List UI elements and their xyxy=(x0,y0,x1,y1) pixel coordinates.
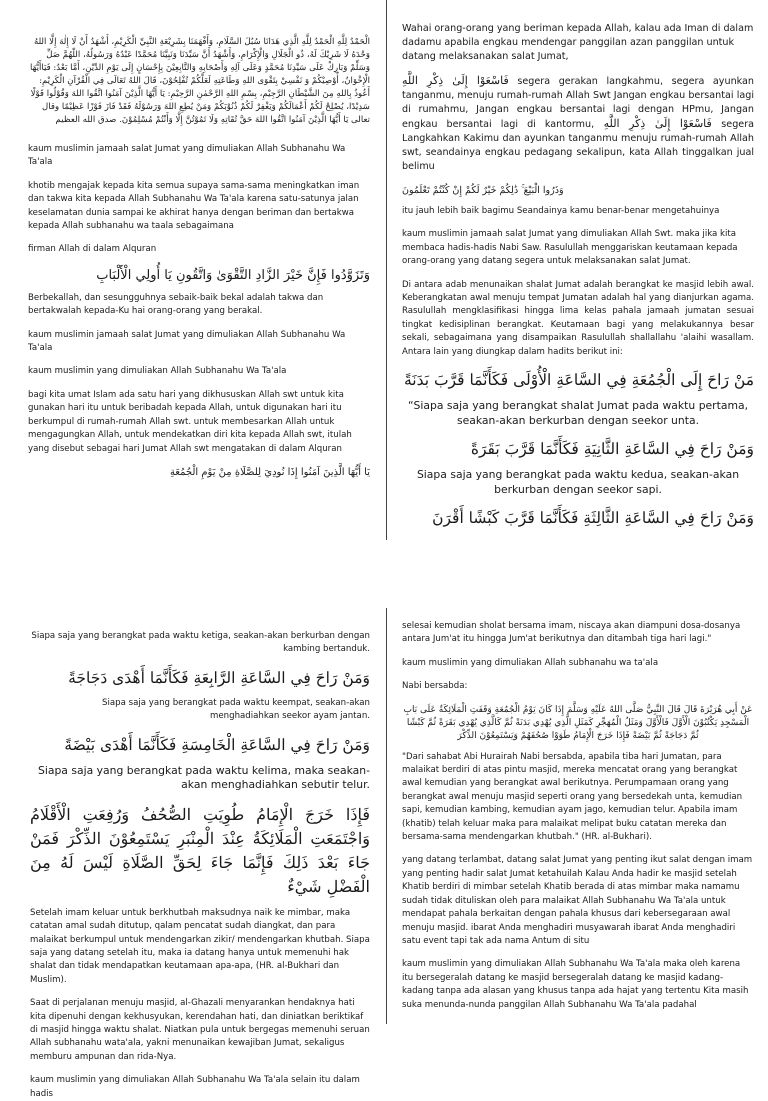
paragraph-hasten-mosque: kaum muslimin yang dimuliakan Allah Subhanahu Wa Ta'ala maka oleh karena itu bersegeralah datang ke masjid bersegeralah datang ke masjid kadang-kadang tanpa ada alasan yang khusus tanpa ada hajat yang tertentu Kita masih suka menunda-nunda panggilan Allah Subhanahu Wa Ta'ala padahal xyxy=(402,959,749,1010)
paragraph-firman-intro: firman Allah di dalam Alquran xyxy=(28,244,157,255)
page-top-left xyxy=(0,0,384,540)
hadith-third-hour-arabic: وَمَنْ رَاحَ فِي السَّاعَةِ الثَّالِثَةِ فَكَأَنَّمَا قَرَّبَ كَبْشًا أَقْرَنَ xyxy=(432,509,754,528)
hadith-fifth-hour-arabic: وَمَنْ رَاحَ فِي السَّاعَةِ الْخَامِسَةِ فَكَأَنَّمَا أَهْدَى بَيْضَةً xyxy=(64,735,370,754)
hadith-fifth-hour-translation: Siapa saja yang berangkat pada waktu kelima, maka seakan-akan menghadiahkan sebutir telur. xyxy=(37,763,370,792)
khutbah-opening-arabic: الْحَمْدُ لِلَّهِ الْحَمْدُ لِلَّهِ الَّذِي هَدَانَا سُبُلَ السَّلَامِ، وَأَفْهَمَنَا بِشَرِيْعَةِ النَّبِيِّ الْكَرِيْمِ، أَشْهَدُ أَنْ لَا إِلٰهَ إِلَّا اللهُ وَحْدَهُ لَا شَرِيْكَ لَهُ، ذُو الْجَلَالِ وَالْإِكْرَامِ، وَأَشْهَدُ أَنَّ سَيِّدَنَا وَنَبِيَّنَا مُحَمَّدًا عَبْدُهُ وَرَسُولُهُ، اللّٰهُمَّ صَلِّ وَسَلِّمْ وَبَارِكْ عَلَى سَيِّدِنَا مُحَمَّدٍ وَعَلَى آلِهِ وَأَصْحَابِهِ وَالتَّابِعِيْنَ بِإِحْسَانٍ إِلَى يَوْمِ الدِّيْنِ، أَمَّا بَعْدُ: فَيَاأَيُّهَا الْإِخْوَانُ، أُوْصِيْكُمْ وَ نَفْسِيْ بِتَقْوَى اللهِ وَطَاعَتِهِ لَعَلَّكُمْ تُفْلِحُوْنَ، قَالَ اللهُ تَعَالَى فِي الْقُرْآنِ الْكَرِيْمِ: أَعُوذُ بِاللهِ مِنَ الشَّيْطَانِ الرَّجِيْمِ، بِسْمِ اللهِ الرَّحْمٰنِ الرَّحِيْمِ: يَا أَيُّهَا الَّذِيْنَ آمَنُوا اتَّقُوا اللهَ وَقُوْلُوا قَوْلًا سَدِيْدًا، يُصْلِحْ لَكُمْ أَعْمَالَكُمْ وَيَغْفِرْ لَكُمْ ذُنُوْبَكُمْ وَمَنْ يُطِعِ اللهَ وَرَسُوْلَهُ فَقَدْ فَازَ فَوْزًا عَظِيْمًا وقال تعالى يَا أَيُّهَا الَّذِيْنَ آمَنُوا اتَّقُوا اللهَ حَقَّ تُقَاتِهِ وَلَا تَمُوْتُنَّ إِلَّا وَأَنْتُمْ مُسْلِمُوْنَ. صدق الله العظيم xyxy=(30,37,370,125)
paragraph-greeting-4: kaum muslimin yang dimuliakan Allah subhanahu wa ta'ala xyxy=(402,657,659,668)
paragraph-ghazali: Saat di perjalanan menuju masjid, al-Ghazali menyarankan hendaknya hati kita dipenuhi dengan kekhusyukan, kerendahan hati, dan diniatkan beriktikaf di masjid hingga waktu shalat. Niatkan pula untuk bergegas memenuhi seruan Allah subhanahu wata'ala, yakni menunaikan kewajiban Jumat, sekaligus memburu ampunan dan rida-Nya. xyxy=(30,998,370,1062)
hadith-abu-hurairah-arabic: عَنْ أَبِي هُرَيْرَةَ قَالَ قَالَ النَّبِيُّ صَلَّى اللهُ عَلَيْهِ وَسَلَّمَ إِذَا كَانَ يَوْمُ الْجُمُعَةِ وَقَفَتِ الْمَلَائِكَةُ عَلَى بَابِ الْمَسْجِدِ يَكْتُبُوْنَ الْأَوَّلَ فَالْأَوَّلَ وَمَثَلُ الْمُهَجِّرِ كَمَثَلِ الَّذِي يُهْدِي بَدَنَةً ثُمَّ كَالَّذِي يُهْدِي بَقَرَةً ثُمَّ كَبْشًا ثُمَّ دَجَاجَةً ثُمَّ بَيْضَةً فَإِذَا خَرَجَ الْإِمَامُ طَوَوْا صُحُفَهُمْ وَيَسْتَمِعُوْنَ الذِّكْرَ xyxy=(403,704,753,741)
paragraph-continued: kaum muslimin yang dimuliakan Allah Subhanahu Wa Ta'ala selain itu dalam hadis xyxy=(30,1075,360,1099)
hadith-second-hour-translation: Siapa saja yang berangkat pada waktu kedua, seakan-akan berkurban dengan seekor sapi. xyxy=(416,468,740,496)
arabic-inline-fasau-2: فَاسْعَوْا إِلَىٰ ذِكْرِ اللَّهِ xyxy=(594,117,722,130)
paragraph-hadith-translation: "Dari sahabat Abi Hurairah Nabi bersabda, apabila tiba hari Jumatan, para malaikat berdiri di atas pintu masjid, mereka mencatat orang yang berangkat awal kemudian yang berangkat awal berikutnya. Perumpamaan orang yang berangkat awal menuju masjid seperti orang yang bersedekah unta, kemudian sapi, kemudian kambing, kemudian ayam jago, kemudian telur. Apabila imam (khatib) telah keluar maka para malaikat melipat buku catatan mereka dan bersama-sama mendengarkan khutbah." (HR. al-Bukhari). xyxy=(402,751,743,843)
paragraph-hadith-intro: kaum muslimin jamaah salat Jumat yang dimuliakan Allah Swt. maka jika kita membaca hadis-hadis Nabi Saw. Rasulullah menggariskan keutamaan kepada orang-orang yang datang segera untuk melaksanakan salat Jumat. xyxy=(402,229,738,267)
paragraph-adab-jumat: Di antara adab menunaikan shalat Jumat adalah berangkat ke masjid lebih awal. Keberangkatan awal menuju tempat Jumatan adalah hal yang dianjurkan agama. Rasulullah mengklasifikasi hingga lima kelas pahala jamaah jumatan sesuai tingkat kedisiplinan berangkat. Keutamaan bagi yang melakukannya besar sekali, sebagaimana yang disampaikan Rasulullah shallallahu 'alaihi wasallam. Antara lain yang diungkap dalam hadits berikut ini: xyxy=(402,279,754,357)
paragraph-latecomers: yang datang terlambat, datang salat Jumat yang penting ikut salat dengan imam yang penting hadir salat Jumat ketahuilah Kalau Anda hadir ke masjid setelah Khatib berdiri di mimbar setelah Khatib berada di atas mimbar maka namamu sudah tidak dituliskan oleh para malaikat Allah Subhanahu Wa Ta'ala untuk mendapat pahala berkaitan dengan pahala khusus dari kebersegaraan awal menuju masjid. ibarat Anda menghadiri musyawarah ibarat Anda menghadiri satu event tapi tak ada nama Antum di situ xyxy=(402,855,753,946)
arabic-ayah-taqwa: وَتَزَوَّدُوا فَإِنَّ خَيْرَ الزَّادِ التَّقْوَىٰ وَاتَّقُونِ يَا أُولِي الْأَلْبَابِ xyxy=(96,267,370,283)
paragraph-friday-special: bagi kita umat Islam ada satu hari yang dikhususkan Allah swt untuk kita gunakan hari itu untuk beribadah kepada Allah, untuk digunakan hari itu berkumpul di rumah-rumah Allah swt. untuk membesarkan Allah untuk mengagungkan Allah, untuk mendekatkan diri kita kepada Allah swt, itulah yang disebut sebagai hari Jumat Allah swt mengatakan di dalam Alquran xyxy=(28,389,352,454)
page-bottom-right xyxy=(384,608,768,1024)
arabic-ayah-jumuah: يَا أَيُّهَا الَّذِينَ آمَنُوا إِذَا نُودِيَ لِلصَّلَاةِ مِنْ يَوْمِ الْجُمُعَةِ xyxy=(169,466,370,478)
paragraph-hasten xyxy=(402,74,754,174)
paragraph-imam-exit: Setelah imam keluar untuk berkhutbah maksudnya naik ke mimbar, maka catatan amal sudah ditutup, qalam pencatat sudah diangkat, dan para malaikat berkumpul untuk mendengarkan zikir/ mendengarkan khutbah. Siapa saja yang datang setelah itu, maka ia datang hanya untuk memenuhi hak shalat dan tidak mendapatkan keutamaan apa-apa, (HR. al-Bukhari dan Muslim). xyxy=(30,907,370,985)
paragraph-nabi-bersabda: Nabi bersabda: xyxy=(402,681,468,692)
paragraph-forgiveness: selesai kemudian sholat bersama imam, niscaya akan diampuni dosa-dosanya antara Jum'at itu hingga Jum'at berikutnya dan ditambah tiga hari lagi." xyxy=(402,621,741,645)
hadith-first-hour-arabic: مَنْ رَاحَ إِلَى الْجُمُعَةِ فِي السَّاعَةِ الْأُوْلَى فَكَأَنَّمَا قَرَّبَ بَدَنَةً xyxy=(403,371,754,390)
page-bottom-left xyxy=(0,608,384,1099)
hadith-imam-exit-arabic: فَإِذَا خَرَجَ الْإِمَامُ طُوِيَتِ الصُّحُفُ وَرُفِعَتِ الْأَقْلَامُ وَاجْتَمَعَتِ الْمَلَائِكَةُ عِنْدَ الْمِنْبَرِ يَسْتَمِعُوْنَ الذِّكْرَ فَمَنْ جَاءَ بَعْدَ ذَلِكَ فَإِنَّمَا جَاءَ لِحَقِّ الصَّلَاةِ لَيْسَ لَهُ مِنَ الْفَضْلِ شَيْءٌ xyxy=(30,804,370,896)
arabic-inline-fasau: فَاسْعَوْا إِلَىٰ ذِكْرِ اللَّهِ xyxy=(402,74,509,87)
paragraph-better-for-you: itu jauh lebih baik bagimu Seandainya kamu benar-benar mengetahuinya xyxy=(402,206,720,216)
paragraph-hasten-text: segera gerakan langkahmu, segera ayunkan tanganmu, menuju rumah-rumah Allah Swt Jangan engkau bersantai lagi di rumahmu, Jangan engkau bersantai lagi dengan HPmu, Jangan engkau bersantai lagi di kantormu, xyxy=(402,76,754,130)
paragraph-invitation: khotib mengajak kepada kita semua supaya sama-sama meningkatkan iman dan takwa kita kepada Allah Subhanahu Wa Ta'ala karena satu-satunya jalan keselamatan dunia sampai ke akhirat hanya dengan beriman dan bertakwa kepada Allah subhanahu wa taala sebagaimana xyxy=(28,180,360,232)
hadith-third-hour-translation: Siapa saja yang berangkat pada waktu ketiga, seakan-akan berkurban dengan kambing bertanduk. xyxy=(31,631,370,655)
hadith-fourth-hour-arabic: وَمَنْ رَاحَ فِي السَّاعَةِ الرَّابِعَةِ فَكَأَنَّمَا أَهْدَى دَجَاجَةً xyxy=(68,668,370,687)
paragraph-ayah-translation: Berbekallah, dan sesungguhnya sebaik-baik bekal adalah takwa dan bertakwalah kepada-Ku hai orang-orang yang berakal. xyxy=(28,292,324,317)
arabic-ayah-leave-trade: وَذَرُوا الْبَيْعَ ۚ ذَٰلِكُمْ خَيْرٌ لَكُمْ إِنْ كُنْتُمْ تَعْلَمُونَ xyxy=(402,185,564,196)
page-top-right xyxy=(384,0,768,540)
hadith-second-hour-arabic: وَمَنْ رَاحَ فِي السَّاعَةِ الثَّانِيَةِ فَكَأَنَّمَا قَرَّبَ بَقَرَةً xyxy=(470,440,754,459)
paragraph-call-believers: Wahai orang-orang yang beriman kepada Allah, kalau ada Iman di dalam dadamu apabila engkau mendengar panggilan azan panggilan untuk datang melaksanakan salat Jumat, xyxy=(402,23,754,62)
paragraph-greeting-3: kaum muslimin yang dimuliakan Allah Subhanahu Wa Ta'ala xyxy=(28,366,287,377)
paragraph-greeting-1: kaum muslimin jamaah salat Jumat yang dimuliakan Allah Subhanahu Wa Ta'ala xyxy=(28,144,346,168)
hadith-fourth-hour-translation: Siapa saja yang berangkat pada waktu keempat, seakan-akan menghadiahkan seekor ayam jantan. xyxy=(102,697,370,722)
paragraph-greeting-2: kaum muslimin jamaah salat Jumat yang dimuliakan Allah Subhanahu Wa Ta'ala xyxy=(28,329,346,354)
hadith-first-hour-translation: “Siapa saja yang berangkat shalat Jumat pada waktu pertama, seakan-akan berkurban dengan seekor unta. xyxy=(407,399,749,427)
paragraph-hasten-text-2: segera Langkahkan Kakimu dan ayunkan tanganmu menuju rumah-rumah Allah swt, seandainya engkau pedagang sekalipun, kata Allah tinggalkan jual belimu xyxy=(402,119,755,172)
